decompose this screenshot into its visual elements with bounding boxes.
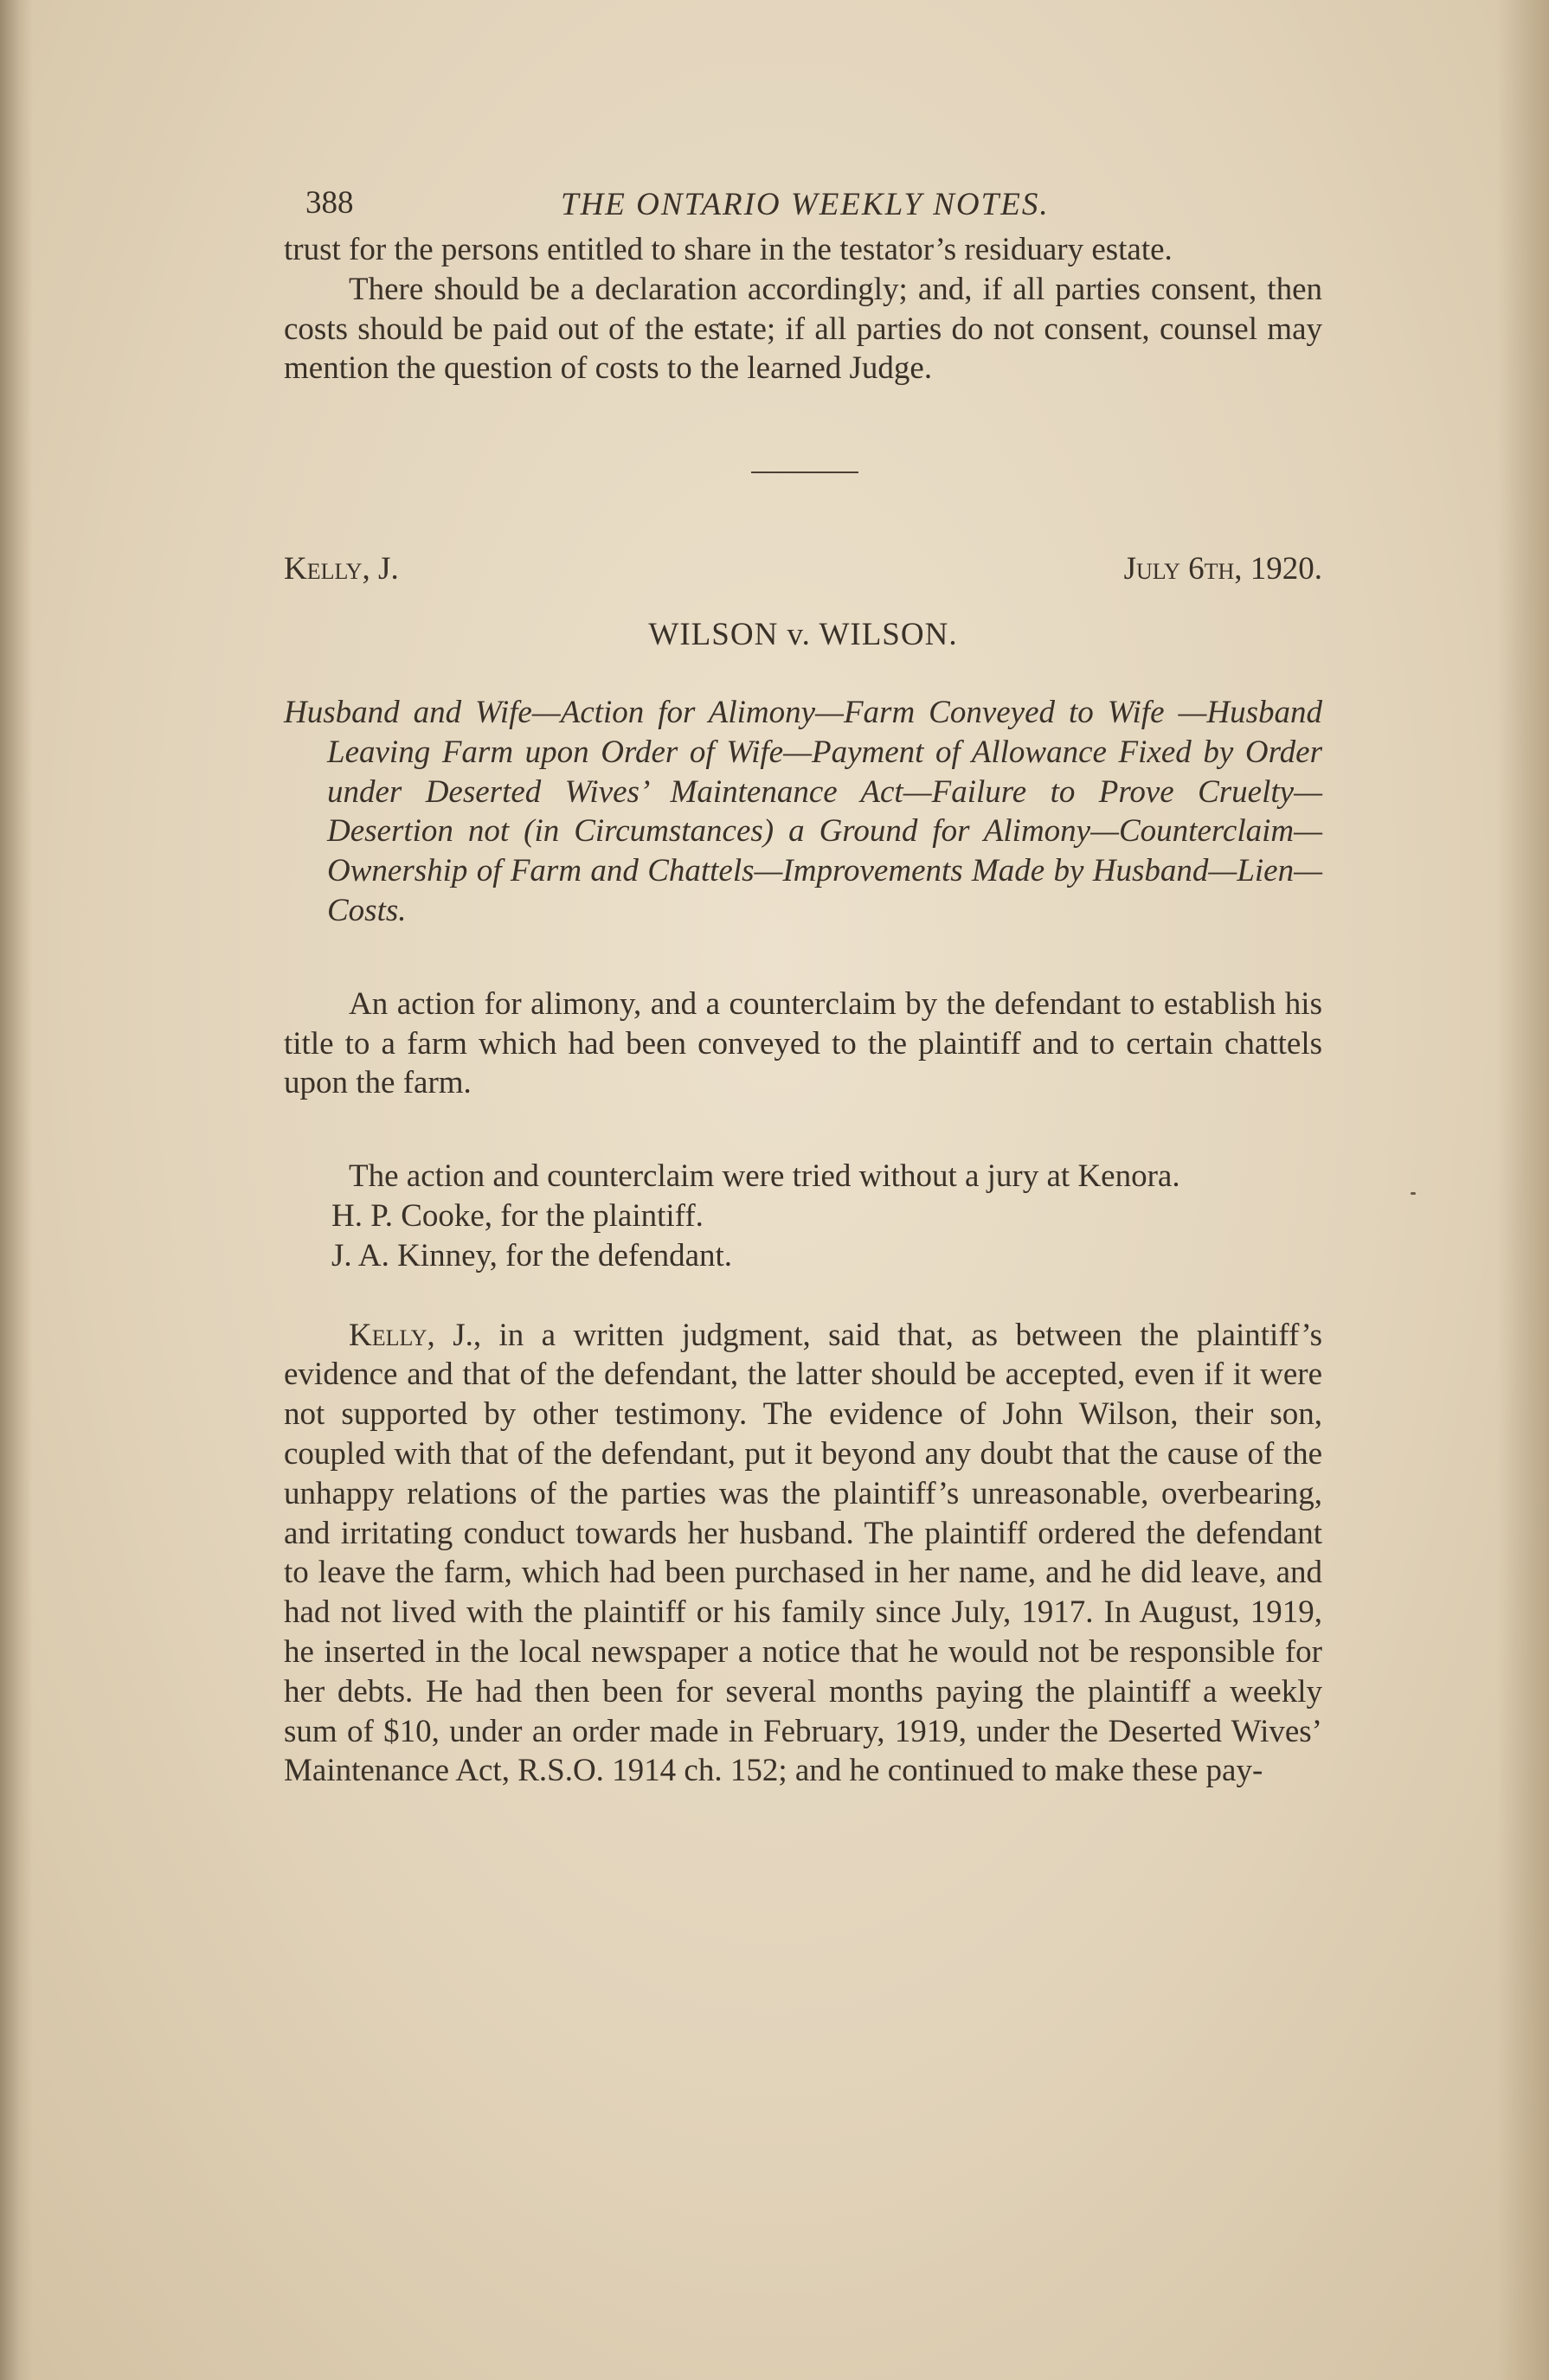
previous-case-paragraph: trust for the persons entitled to share in the testator’s residuary estate. <box>284 232 1173 267</box>
judge-name: Kelly, J. <box>284 551 399 587</box>
paper-speck <box>1411 1192 1416 1195</box>
decision-date: July 6th, 1920. <box>1123 551 1322 587</box>
previous-case-paragraph: There should be a declaration accordingly; and, if all parties consent, then costs should be paid out of the estate; if all parties do not consent, counsel may mention the question of costs to the learned Judge. <box>284 271 1322 387</box>
case-headnote: Husband and Wife—Action for Alimony—Farm Conveyed to Wife —Husband Leaving Farm upon Order of Wife—Payment of Allowance Fixed by Order under Deserted Wives’ Maintenance Act—Failure to Prove Cruelty—Desertion not (in Circumstances) a Ground for Alimony—Counterclaim—Ownership of Farm and Chattels—Improvements Made by Husband—Lien— Costs. <box>284 694 1322 928</box>
judge-date-line <box>284 549 1322 589</box>
counsel-defendant: J. A. Kinney, for the defendant. <box>331 1237 733 1273</box>
judgment-judge-name: Kelly <box>349 1317 427 1353</box>
page-header <box>284 173 1322 225</box>
page-edge-shadow <box>1497 0 1549 2380</box>
judgment-text: , J., in a written judgment, said that, as between the plaintiff’s evidence and that of the defendant, the latter should be accepted, even if it were not supported by other testimony. The evidence of John Wilson, their son, coupled with that of the defendant, put it beyond any doubt that the cause of the unhappy relations of the parties was the plaintiff’s unreasonable, overbearing, and irritating conduct towards her husband. The plaintiff ordered the defendant to leave the farm, which had been purchased in her name, and he did leave, and had not lived with the plaintiff or his family since July, 1917. In August, 1919, he inserted in the local newspaper a notice that he would not be responsible for her debts. He had then been for several months paying the plaintiff a weekly sum of $10, under an order made in February, 1919, under the Deserted Wives’ Maintenance Act, R.S.O. 1914 ch. 152; and he continued to make these pay- <box>284 1317 1322 1789</box>
case-intro-paragraph: An action for alimony, and a counterclaim by the defendant to establish his title to a farm which had been conveyed to the plaintiff and to certain chattels upon the farm. <box>284 985 1322 1101</box>
page-content <box>284 173 1322 1791</box>
page-gutter-shadow <box>0 0 33 2380</box>
section-divider <box>751 472 858 473</box>
judgment-paragraph <box>284 1316 1322 1792</box>
case-title: WILSON v. WILSON. <box>648 617 958 653</box>
counsel-plaintiff: H. P. Cooke, for the plaintiff. <box>331 1197 704 1234</box>
running-head: THE ONTARIO WEEKLY NOTES. <box>561 187 1050 222</box>
page-number: 388 <box>305 185 354 221</box>
trial-paragraph: The action and counterclaim were tried without a jury at Kenora. <box>349 1158 1180 1195</box>
